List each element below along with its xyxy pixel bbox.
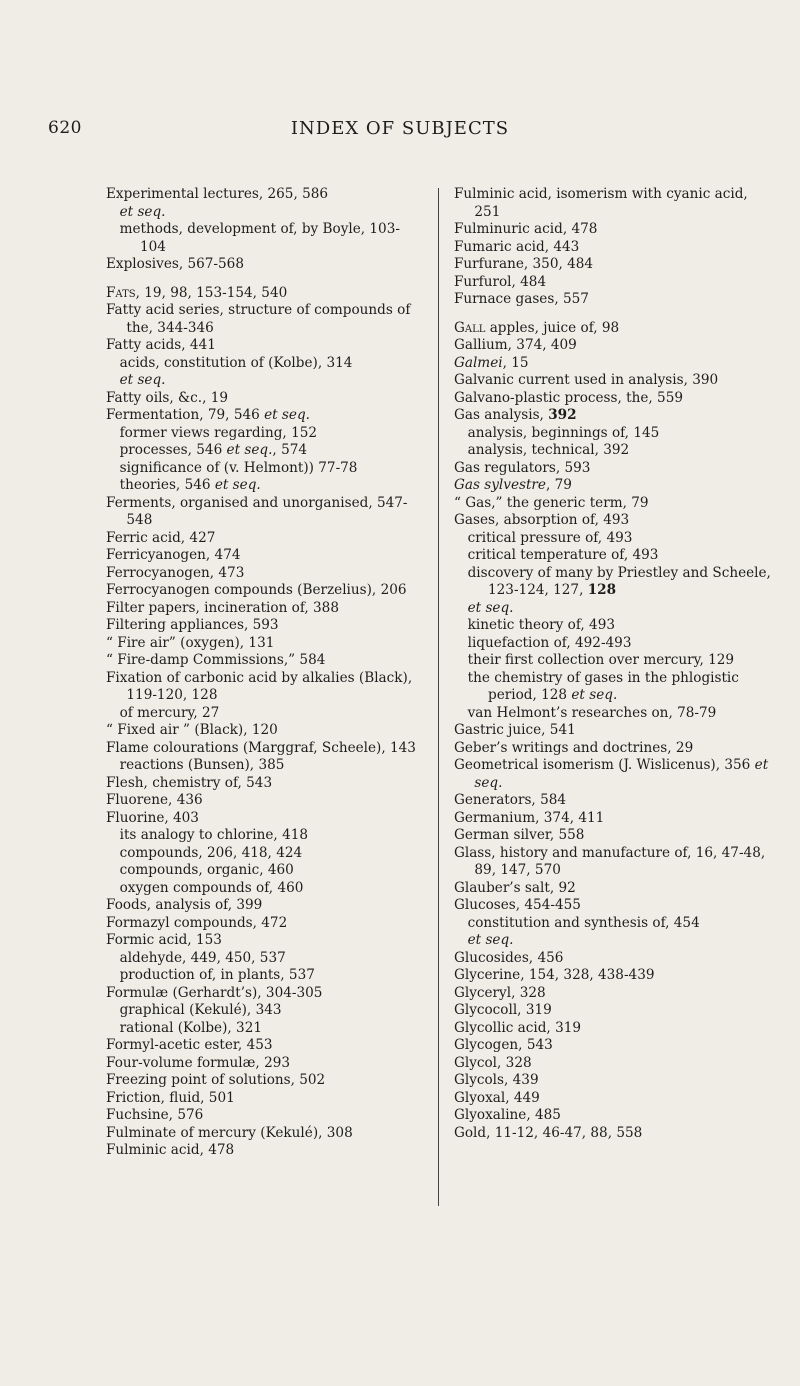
- index-entry: Glucoses, 454-455: [454, 897, 581, 913]
- index-entry: Furnace gases, 557: [454, 291, 589, 307]
- index-entry: Glycogen, 543: [454, 1037, 553, 1053]
- index-entry: Glucosides, 456: [454, 949, 564, 966]
- right-column: [454, 186, 774, 1142]
- index-subentry: theories, 546 et seq.: [119, 477, 261, 493]
- index-entry: Geber’s writings and doctrines, 29: [454, 739, 694, 756]
- index-subentry: liquefaction of, 492-493: [467, 634, 632, 651]
- index-entry: Ferric acid, 427: [106, 529, 216, 546]
- index-entry: Fatty acids, 441: [106, 337, 216, 353]
- index-entry: Glycerine, 154, 328, 438-439: [454, 967, 655, 983]
- index-entry: Germanium, 374, 411: [454, 809, 605, 826]
- index-subentry: et seq.: [467, 599, 514, 616]
- index-entry: “ Fire air” (oxygen), 131: [106, 634, 275, 651]
- index-entry: Ferrocyanogen, 473: [106, 564, 245, 581]
- index-entry: Formulæ (Gerhardt’s), 304-305: [106, 984, 323, 1001]
- index-subentry: of mercury, 27: [119, 704, 220, 721]
- index-subentry: the chemistry of gases in the phlogistic period, 128 et seq.: [467, 669, 739, 703]
- index-entry: Four-volume formulæ, 293: [106, 1054, 291, 1071]
- index-entry: Fumaric acid, 443: [454, 238, 580, 255]
- index-subentry: former views regarding, 152: [119, 424, 318, 441]
- index-subentry: compounds, organic, 460: [119, 862, 294, 878]
- index-entry: Glyoxal, 449: [454, 1089, 540, 1106]
- index-entry: Fulminuric acid, 478: [454, 221, 598, 237]
- index-entry: Formazyl compounds, 472: [106, 914, 288, 931]
- index-entry: Gall apples, juice of, 98: [454, 319, 620, 336]
- index-entry: Furfurol, 484: [454, 273, 547, 290]
- index-subentry: compounds, 206, 418, 424: [119, 844, 303, 861]
- index-entry: Glauber’s salt, 92: [454, 879, 576, 896]
- index-entry: Furfurane, 350, 484: [454, 256, 594, 272]
- index-entry: Galvano-plastic process, the, 559: [454, 389, 683, 406]
- index-entry: Glycollic acid, 319: [454, 1019, 582, 1036]
- page-header: [0, 118, 800, 148]
- index-entry: Galmei, 15: [454, 354, 529, 371]
- index-entry: Fermentation, 79, 546 et seq.: [106, 407, 310, 423]
- index-subentry: their first collection over mercury, 129: [467, 652, 735, 668]
- index-entry: Gallium, 374, 409: [454, 337, 577, 353]
- index-subentry: analysis, beginnings of, 145: [467, 424, 660, 441]
- index-entry: Fulminate of mercury (Kekulé), 308: [106, 1124, 353, 1141]
- index-subentry: aldehyde, 449, 450, 537: [119, 949, 286, 966]
- index-entry: Glycocoll, 319: [454, 1002, 552, 1018]
- index-entry: Flesh, chemistry of, 543: [106, 774, 273, 791]
- index-entry: Fats, 19, 98, 153-154, 540: [106, 284, 288, 301]
- index-entry: Explosives, 567-568: [106, 256, 244, 272]
- index-entry: Fatty oils, &c., 19: [106, 389, 229, 406]
- column-divider: [438, 188, 439, 1206]
- index-entry: Glass, history and manufacture of, 16, 47-48, 89, 147, 570: [454, 844, 766, 878]
- index-entry: “ Gas,” the generic term, 79: [454, 494, 649, 511]
- index-entry: “ Fire-damp Commissions,” 584: [106, 652, 326, 668]
- index-subentry: processes, 546 et seq., 574: [119, 442, 308, 458]
- index-subentry: critical pressure of, 493: [467, 529, 633, 546]
- left-column: [106, 186, 424, 1160]
- index-entry: Ferricyanogen, 474: [106, 547, 241, 563]
- index-subentry: oxygen compounds of, 460: [119, 879, 304, 896]
- index-subentry: analysis, technical, 392: [467, 442, 630, 458]
- index-subentry: constitution and synthesis of, 454: [467, 914, 700, 931]
- index-entry: Glycol, 328: [454, 1054, 532, 1071]
- index-entry: Formyl-acetic ester, 453: [106, 1037, 273, 1053]
- index-subentry: et seq.: [467, 932, 514, 948]
- index-subentry: reactions (Bunsen), 385: [119, 757, 285, 773]
- index-subentry: critical temperature of, 493: [467, 547, 659, 563]
- index-entry: Glycols, 439: [454, 1072, 539, 1088]
- index-subentry: discovery of many by Priestley and Scheele, 123-124, 127, 128: [467, 564, 771, 598]
- index-entry: Gastric juice, 541: [454, 722, 576, 738]
- index-entry: Ferrocyanogen compounds (Berzelius), 206: [106, 582, 407, 598]
- index-entry: Galvanic current used in analysis, 390: [454, 372, 719, 388]
- index-subentry: significance of (v. Helmont)) 77-78: [119, 459, 358, 476]
- index-subentry: production of, in plants, 537: [119, 967, 315, 983]
- index-entry: Gas analysis, 392: [454, 407, 577, 423]
- index-entry: Gold, 11-12, 46-47, 88, 558: [454, 1124, 643, 1141]
- index-entry: Fatty acid series, structure of compounds of the, 344-346: [106, 302, 411, 336]
- index-entry: Experimental lectures, 265, 586: [106, 186, 329, 202]
- index-entry: Geometrical isomerism (J. Wislicenus), 356 et seq.: [454, 757, 769, 791]
- index-subentry: van Helmont’s researches on, 78-79: [467, 704, 717, 721]
- index-entry: Friction, fluid, 501: [106, 1089, 235, 1106]
- index-entry: Fuchsine, 576: [106, 1107, 204, 1123]
- index-entry: Gas sylvestre, 79: [454, 477, 572, 493]
- index-entry: Ferments, organised and unorganised, 547-548: [106, 494, 408, 528]
- index-entry: Fluorene, 436: [106, 792, 203, 808]
- page-number: 620: [48, 118, 82, 138]
- running-head: INDEX OF SUBJECTS: [290, 118, 510, 139]
- index-entry: Fluorine, 403: [106, 809, 199, 826]
- index-subentry: methods, development of, by Boyle, 103-104: [119, 221, 400, 255]
- index-entry: Fixation of carbonic acid by alkalies (Black), 119-120, 128: [106, 669, 413, 703]
- index-entry: Formic acid, 153: [106, 932, 222, 948]
- index-entry: Freezing point of solutions, 502: [106, 1072, 326, 1088]
- index-entry: Fulminic acid, 478: [106, 1142, 235, 1158]
- index-entry: Flame colourations (Marggraf, Scheele), 143: [106, 739, 416, 756]
- index-entry: Glyoxaline, 485: [454, 1107, 561, 1123]
- index-entry: Gas regulators, 593: [454, 459, 591, 476]
- index-entry: Generators, 584: [454, 792, 567, 808]
- index-subentry: rational (Kolbe), 321: [119, 1019, 262, 1036]
- index-subentry: acids, constitution of (Kolbe), 314: [119, 354, 353, 371]
- index-entry: Gases, absorption of, 493: [454, 512, 630, 528]
- index-subentry: kinetic theory of, 493: [467, 617, 616, 633]
- index-entry: Filtering appliances, 593: [106, 617, 279, 633]
- index-subentry: et seq.: [119, 372, 166, 388]
- index-entry: “ Fixed air ” (Black), 120: [106, 722, 278, 738]
- index-subentry: its analogy to chlorine, 418: [119, 827, 309, 843]
- index-entry: Fulminic acid, isomerism with cyanic acid, 251: [454, 186, 748, 220]
- index-entry: Foods, analysis of, 399: [106, 897, 263, 913]
- index-subentry: graphical (Kekulé), 343: [119, 1002, 282, 1018]
- index-entry: Glyceryl, 328: [454, 984, 546, 1001]
- index-entry: German silver, 558: [454, 827, 585, 843]
- index-entry: Filter papers, incineration of, 388: [106, 599, 339, 616]
- index-subentry: et seq.: [119, 203, 166, 220]
